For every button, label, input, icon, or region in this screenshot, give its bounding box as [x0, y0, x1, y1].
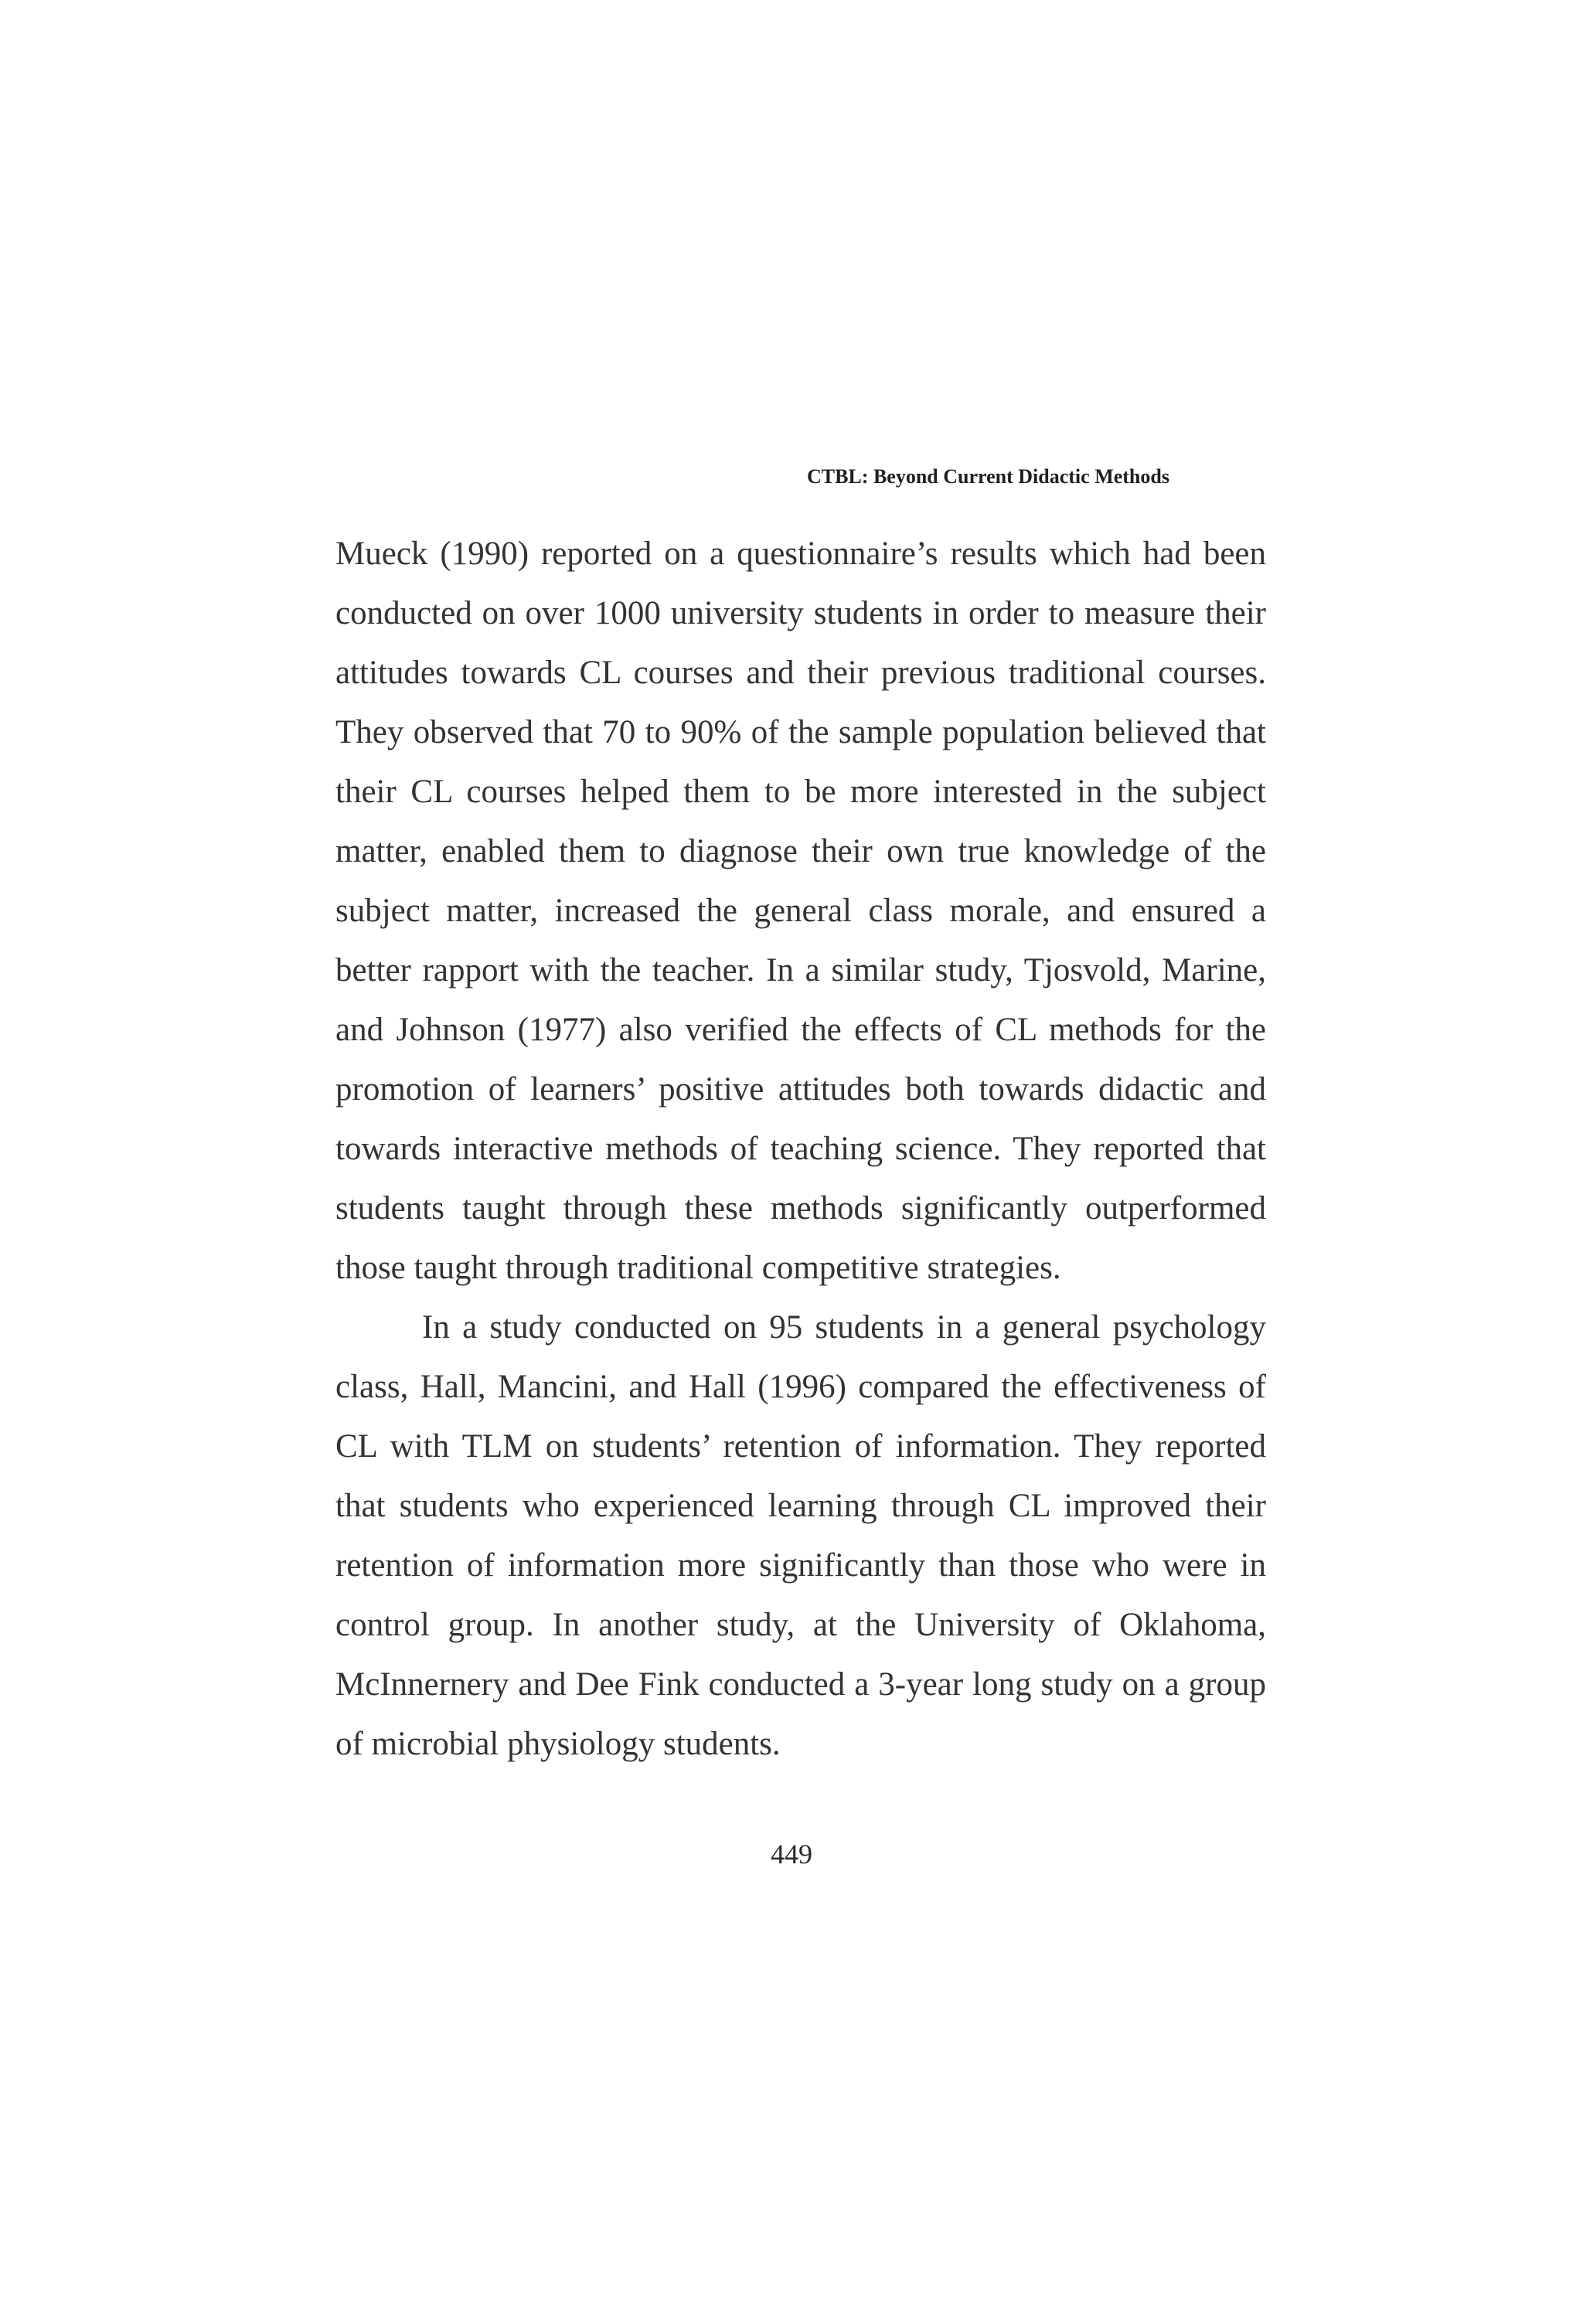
running-header: CTBL: Beyond Current Didactic Methods — [807, 465, 1169, 488]
body-text — [335, 524, 1266, 1774]
paragraph-1: Mueck (1990) reported on a questionnaire’s results which had been conducted on over 1000 university students in order to measure their attitudes towards CL courses and their previous traditional courses. They observed that 70 to 90% of the sample population believed that their CL courses helped them to be more interested in the subject matter, enabled them to diagnose their own true knowledge of the subject matter, increased the general class morale, and ensured a better rapport with the teacher. In a similar study, Tjosvold, Marine, and Johnson (1977) also verified the effects of CL methods for the promotion of learners’ positive attitudes both towards didactic and towards interactive methods of teaching science. They reported that students taught through these methods significantly outperformed those taught through traditional competitive strategies. — [335, 536, 1266, 1286]
page-number: 449 — [771, 1839, 812, 1870]
paragraph-2: In a study conducted on 95 students in a general psychology class, Hall, Mancini, and Hall (1996) compared the effectiveness of CL with TLM on students’ retention of information. They reported that students who experienced learning through CL improved their retention of information more significantly than those who were in control group. In another study, at the University of Oklahoma, McInnernery and Dee Fink conducted a 3-year long study on a group of microbial physiology students. — [335, 1309, 1266, 1762]
